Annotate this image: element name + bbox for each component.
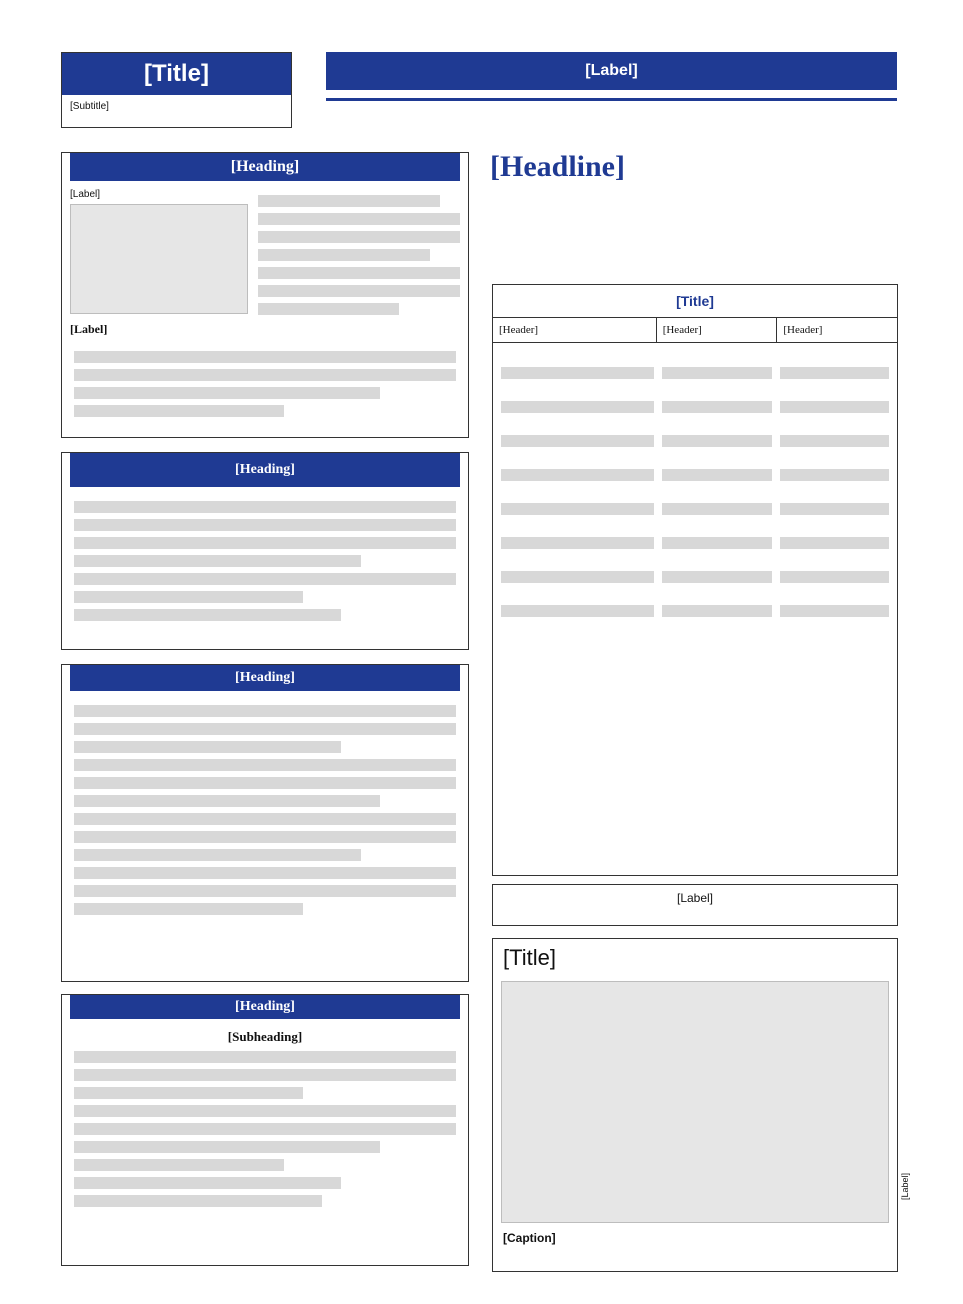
socios-caption-top: [Label] bbox=[70, 189, 101, 200]
masthead-subtitle: [Subtitle] bbox=[70, 101, 109, 112]
table-row bbox=[501, 395, 889, 419]
cena-heading: [Heading] bbox=[70, 453, 460, 487]
table-footer: [Label] bbox=[492, 884, 898, 926]
top-banner-label: [Label] bbox=[585, 62, 638, 79]
chiste-title: [Title] bbox=[503, 945, 556, 970]
col-euros: [Header] bbox=[776, 318, 897, 342]
table-row bbox=[501, 565, 889, 589]
socios-section bbox=[61, 152, 469, 438]
masthead bbox=[61, 52, 292, 128]
chiste-caption: [Caption] bbox=[503, 1231, 556, 1245]
masthead-title: [Title] bbox=[62, 53, 291, 95]
pensiones-table bbox=[492, 284, 898, 876]
cartoon-image bbox=[501, 981, 889, 1223]
table-row bbox=[501, 429, 889, 453]
actividad-heading: [Heading] bbox=[70, 995, 460, 1019]
col-pesetas: [Header] bbox=[656, 318, 777, 342]
table-row bbox=[501, 599, 889, 623]
top-banner bbox=[326, 52, 897, 90]
mus-heading: [Heading] bbox=[70, 665, 460, 691]
table-title: [Title] bbox=[493, 285, 897, 318]
socios-heading: [Heading] bbox=[70, 153, 460, 181]
actividad-subheading: [Subheading] bbox=[227, 1029, 303, 1044]
table-row bbox=[501, 531, 889, 555]
pensiones-headline: [Headline] bbox=[490, 150, 625, 183]
table-rows bbox=[493, 343, 897, 641]
mus-section bbox=[61, 664, 469, 982]
side-text: [Label] bbox=[900, 1172, 910, 1200]
table-row bbox=[501, 463, 889, 487]
building-image bbox=[70, 204, 248, 314]
chiste-section bbox=[492, 938, 898, 1272]
col-label: [Header] bbox=[499, 324, 539, 336]
cena-section bbox=[61, 452, 469, 650]
top-rule bbox=[326, 98, 897, 101]
actividad-section bbox=[61, 994, 469, 1266]
table-row bbox=[501, 361, 889, 385]
socios-caption-bottom: [Label] bbox=[70, 322, 108, 336]
table-row bbox=[501, 497, 889, 521]
